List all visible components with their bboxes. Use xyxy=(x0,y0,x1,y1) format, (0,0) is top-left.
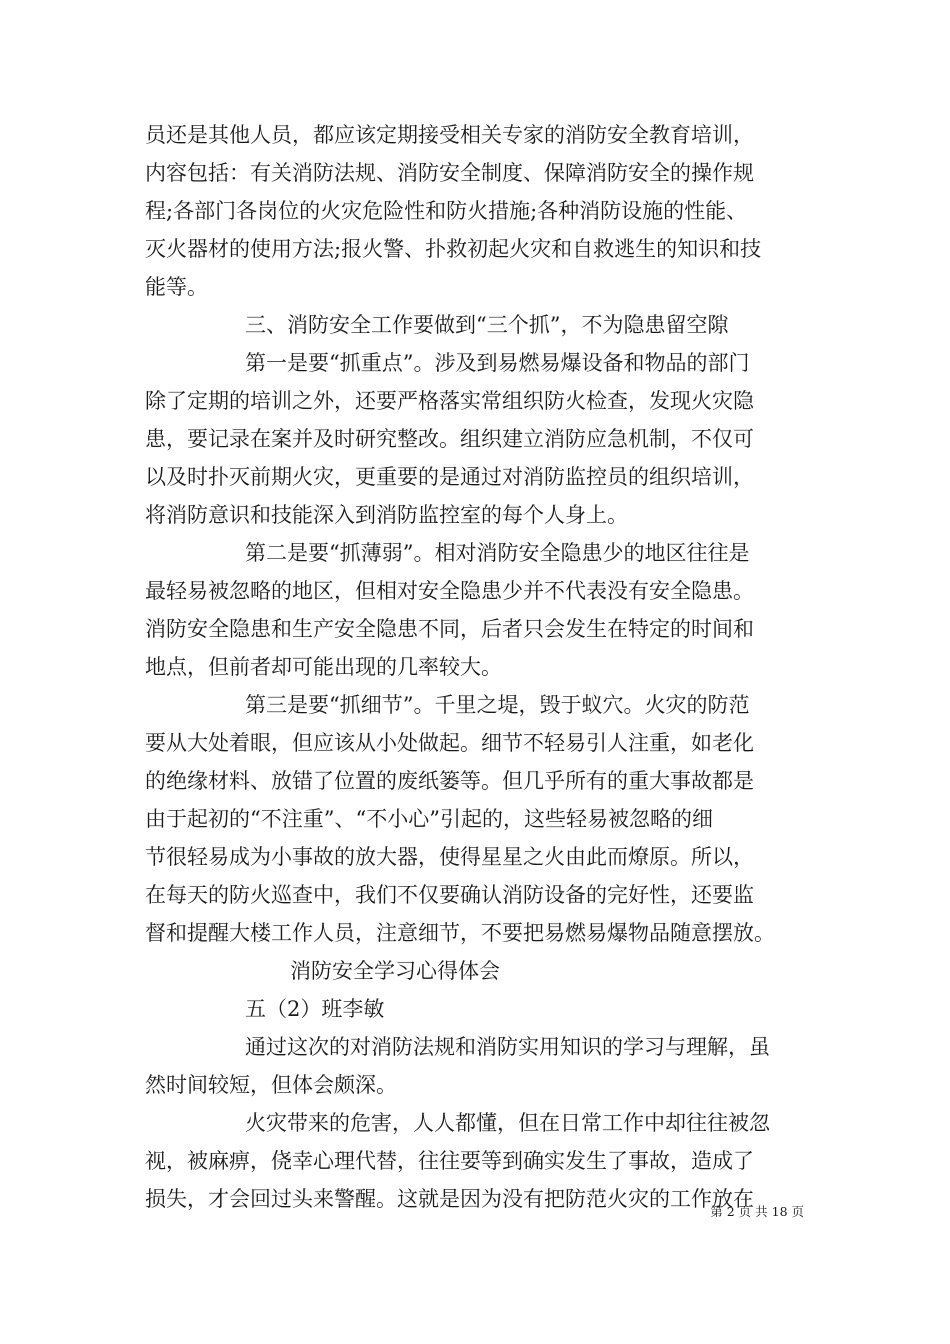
body-text-line: 除了定期的培训之外，还要严格落实常组织防火检查，发现火灾隐 xyxy=(145,389,754,413)
body-text-line: 能等。 xyxy=(145,275,208,299)
paragraph-first-line: 通过这次的对消防法规和消防实用知识的学习与理解，虽 xyxy=(245,1035,770,1059)
section-heading: 三、消防安全工作要做到“三个抓”，不为隐患留空隙 xyxy=(245,313,729,337)
paragraph-first-line: 第一是要“抓重点”。涉及到易燃易爆设备和物品的部门 xyxy=(245,351,750,375)
article-title: 消防安全学习心得体会 xyxy=(290,959,500,983)
body-text-line: 节很轻易成为小事故的放大器，使得星星之火由此而燎原。所以， xyxy=(145,845,754,869)
paragraph-first-line: 火灾带来的危害，人人都懂，但在日常工作中却往往被忽 xyxy=(245,1111,770,1135)
body-text-line: 的绝缘材料、放错了位置的废纸篓等。但几乎所有的重大事故都是 xyxy=(145,769,754,793)
page-number-footer: 第 2 页 共 18 页 xyxy=(710,1204,804,1219)
body-text-line: 消防安全隐患和生产安全隐患不同，后者只会发生在特定的时间和 xyxy=(145,617,754,641)
paragraph-first-line: 第二是要“抓薄弱”。相对消防安全隐患少的地区往往是 xyxy=(245,541,750,565)
body-text-line: 由于起初的“不注重”、“不小心”引起的，这些轻易被忽略的细 xyxy=(145,807,713,831)
body-text-line: 将消防意识和技能深入到消防监控室的每个人身上。 xyxy=(145,503,628,527)
body-text-line: 以及时扑灭前期火灾，更重要的是通过对消防监控员的组织培训， xyxy=(145,465,754,489)
body-text-line: 要从大处着眼，但应该从小处做起。细节不轻易引人注重，如老化 xyxy=(145,731,754,755)
paragraph-first-line: 第三是要“抓细节”。千里之堤，毁于蚁穴。火灾的防范 xyxy=(245,693,750,717)
author-line: 五（2）班李敏 xyxy=(245,997,385,1021)
body-text-line: 督和提醒大楼工作人员，注意细节，不要把易燃易爆物品随意摆放。 xyxy=(145,921,775,945)
body-text-line: 内容包括：有关消防法规、消防安全制度、保障消防安全的操作规 xyxy=(145,161,754,185)
body-text-line: 最轻易被忽略的地区，但相对安全隐患少并不代表没有安全隐患。 xyxy=(145,579,754,603)
body-text-line: 在每天的防火巡查中，我们不仅要确认消防设备的完好性，还要监 xyxy=(145,883,754,907)
body-text-line: 灭火器材的使用方法;报火警、扑救初起火灾和自救逃生的知识和技 xyxy=(145,237,762,261)
body-text-line: 程;各部门各岗位的火灾危险性和防火措施;各种消防设施的性能、 xyxy=(145,199,748,223)
body-text-line: 地点，但前者却可能出现的几率较大。 xyxy=(145,655,502,679)
body-text-line: 损失，才会回过头来警醒。这就是因为没有把防范火灾的工作放在 xyxy=(145,1187,754,1211)
body-text-line: 视，被麻痹，侥幸心理代替，往往要等到确实发生了事故，造成了 xyxy=(145,1149,754,1173)
body-text-line: 员还是其他人员，都应该定期接受相关专家的消防安全教育培训， xyxy=(145,123,754,147)
body-text-line: 患，要记录在案并及时研究整改。组织建立消防应急机制，不仅可 xyxy=(145,427,754,451)
body-text-line: 然时间较短，但体会颇深。 xyxy=(145,1073,397,1097)
